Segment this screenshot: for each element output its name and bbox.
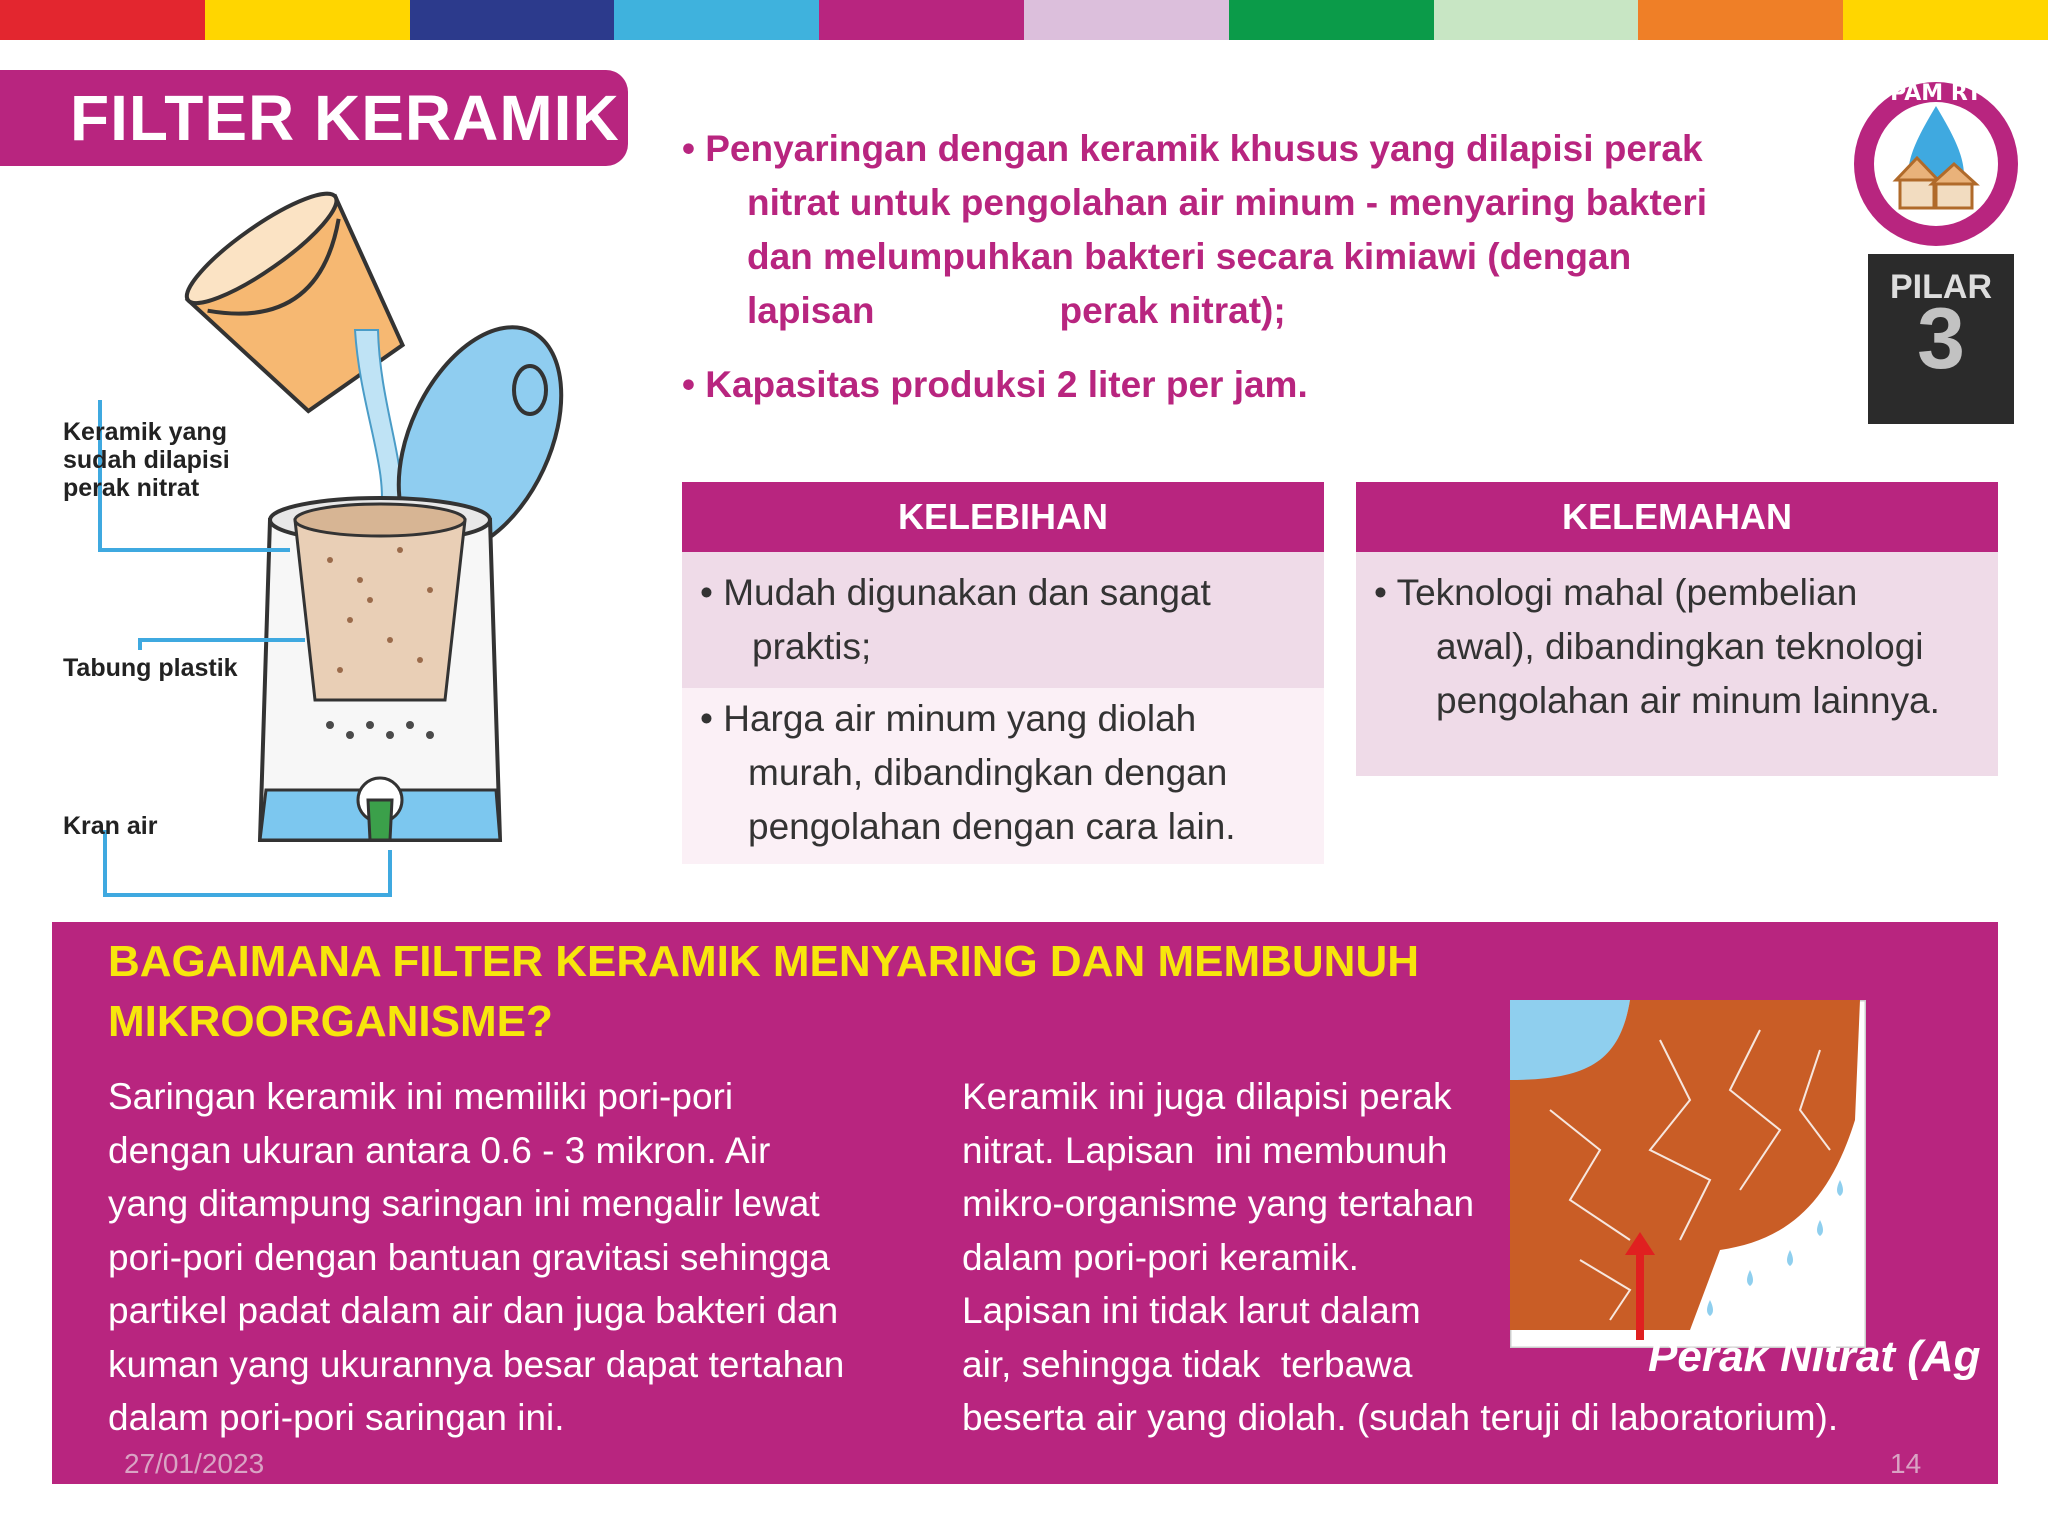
cell-line: • Harga air minum yang diolah — [700, 698, 1197, 739]
pilar-number: 3 — [1917, 291, 1965, 387]
paragraph-line: air, sehingga tidak terbawa — [962, 1343, 1413, 1385]
cell-line: • Teknologi mahal (pembelian — [1374, 572, 1858, 613]
paragraph-line: dalam pori-pori saringan ini. — [108, 1397, 565, 1438]
color-strip-segment — [1024, 0, 1229, 40]
bullet-line: dan melumpuhkan bakteri secara kimiawi (dengan — [747, 236, 1632, 277]
disadvantages-header: KELEMAHAN — [1356, 482, 1998, 552]
cell-line: pengolahan dengan cara lain. — [748, 806, 1236, 847]
color-strip-segment — [819, 0, 1024, 40]
bullet-line: lapisan perak nitrat); — [747, 290, 1286, 331]
label-tap: Kran air — [63, 812, 158, 840]
paragraph-line: dengan ukuran antara 0.6 - 3 mikron. Air — [108, 1129, 771, 1171]
advantages-item-1 — [682, 552, 1324, 688]
paragraph-line: kuman yang ukurannya besar dapat tertahan — [108, 1343, 845, 1385]
paragraph-line: Lapisan ini tidak larut dalam — [962, 1290, 1421, 1331]
paragraph-filtration — [108, 1070, 908, 1445]
logo-text: PAM RT — [1890, 81, 1982, 106]
silver-nitrate-label: Perak Nitrat (Ag — [1648, 1332, 1981, 1381]
disadvantages-item-1 — [1356, 552, 1998, 776]
color-strip-segment — [1434, 0, 1639, 40]
slide-title: FILTER KERAMIK — [70, 82, 620, 154]
paragraph-line: yang ditampung saringan ini mengalir lewat — [108, 1183, 820, 1224]
paragraph-line: partikel padat dalam air dan juga bakteri dan — [108, 1290, 839, 1331]
paragraph-line: nitrat. Lapisan ini membunuh — [962, 1129, 1448, 1171]
cell-line: pengolahan air minum lainnya. — [1436, 680, 1940, 721]
cell-line: praktis; — [752, 626, 872, 667]
slide-date: 27/01/2023 — [124, 1448, 265, 1479]
advantages-table — [682, 482, 1324, 864]
paragraph-line: beserta air yang diolah. (sudah teruji di laboratorium). — [962, 1397, 1839, 1438]
color-strip-segment — [0, 0, 205, 40]
cell-line: murah, dibandingkan dengan — [748, 752, 1228, 793]
color-strip-segment — [614, 0, 819, 40]
advantages-item-2 — [682, 688, 1324, 864]
paragraph-line: Keramik ini juga dilapisi perak — [962, 1076, 1452, 1117]
advantages-header: KELEBIHAN — [682, 482, 1324, 552]
panel-title-line: MIKROORGANISME? — [108, 997, 553, 1046]
pilar-label: PILAR — [1890, 268, 1992, 306]
color-strip-segment — [1843, 0, 2048, 40]
disadvantages-table — [1356, 482, 1998, 776]
bullet-line: nitrat untuk pengolahan air minum - menyaring bakteri — [747, 182, 1708, 223]
ceramic-filter-illustration — [60, 190, 620, 910]
color-strip-segment — [1229, 0, 1434, 40]
label-plastic-tube: Tabung plastik — [63, 654, 238, 682]
bullet-capacity: • Kapasitas produksi 2 liter per jam. — [682, 364, 1308, 405]
cell-line: awal), dibandingkan teknologi — [1436, 626, 1924, 667]
paragraph-line: Saringan keramik ini memiliki pori-pori — [108, 1076, 734, 1117]
paragraph-line: dalam pori-pori keramik. — [962, 1236, 1359, 1278]
paragraph-line: pori-pori dengan bantuan gravitasi sehingga — [108, 1236, 831, 1278]
bullet-line: • Penyaringan dengan keramik khusus yang dilapisi perak — [682, 128, 1703, 169]
label-ceramic: Keramik yang sudah dilapisi perak nitrat — [63, 418, 230, 502]
panel-title — [108, 932, 1508, 1052]
panel-title-line: BAGAIMANA FILTER KERAMIK MENYARING DAN MEMBUNUH — [108, 937, 1419, 986]
paragraph-silver-nitrate — [962, 1070, 2002, 1445]
bullet-ceramic-description — [682, 122, 1832, 338]
cell-line: • Mudah digunakan dan sangat — [700, 572, 1211, 613]
slide-number: 14 — [1890, 1448, 1922, 1479]
color-strip — [0, 0, 2048, 40]
color-strip-segment — [205, 0, 410, 40]
pam-rt-logo — [1848, 66, 2024, 262]
color-strip-segment — [410, 0, 615, 40]
paragraph-line: mikro-organisme yang tertahan — [962, 1183, 1475, 1224]
color-strip-segment — [1638, 0, 1843, 40]
